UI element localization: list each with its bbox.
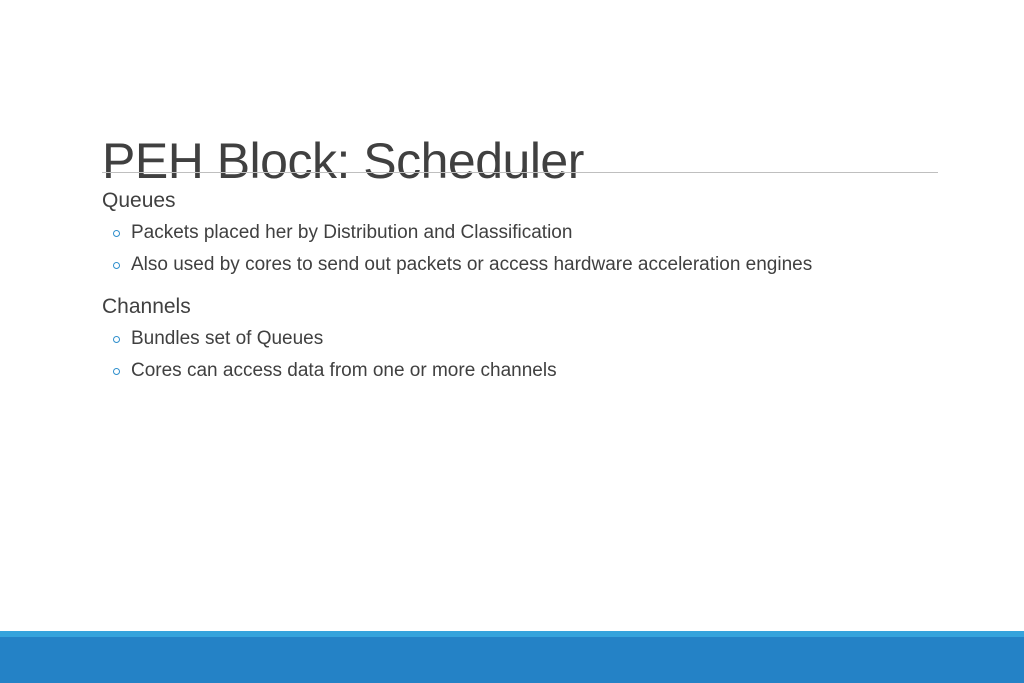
slide-body [102, 187, 938, 399]
section-channels [102, 293, 938, 387]
list-item [102, 355, 938, 387]
list-item [102, 217, 938, 249]
bullet-text: Packets placed her by Distribution and Classification [131, 222, 573, 243]
section-heading: Channels [102, 295, 191, 318]
hollow-circle-bullet-icon [113, 230, 120, 237]
section-heading: Queues [102, 189, 176, 212]
bullet-text: Cores can access data from one or more channels [131, 360, 557, 381]
hollow-circle-bullet-icon [113, 336, 120, 343]
section-queues [102, 187, 938, 281]
footer-band [0, 637, 1024, 683]
bullet-text: Also used by cores to send out packets or access hardware acceleration engines [131, 254, 813, 275]
slide-title: PEH Block: Scheduler [102, 132, 584, 189]
bullet-list [102, 323, 938, 387]
bullet-text: Bundles set of Queues [131, 328, 324, 349]
hollow-circle-bullet-icon [113, 262, 120, 269]
bullet-list [102, 217, 938, 281]
hollow-circle-bullet-icon [113, 368, 120, 375]
title-divider [102, 172, 938, 173]
list-item [102, 249, 938, 281]
list-item [102, 323, 938, 355]
